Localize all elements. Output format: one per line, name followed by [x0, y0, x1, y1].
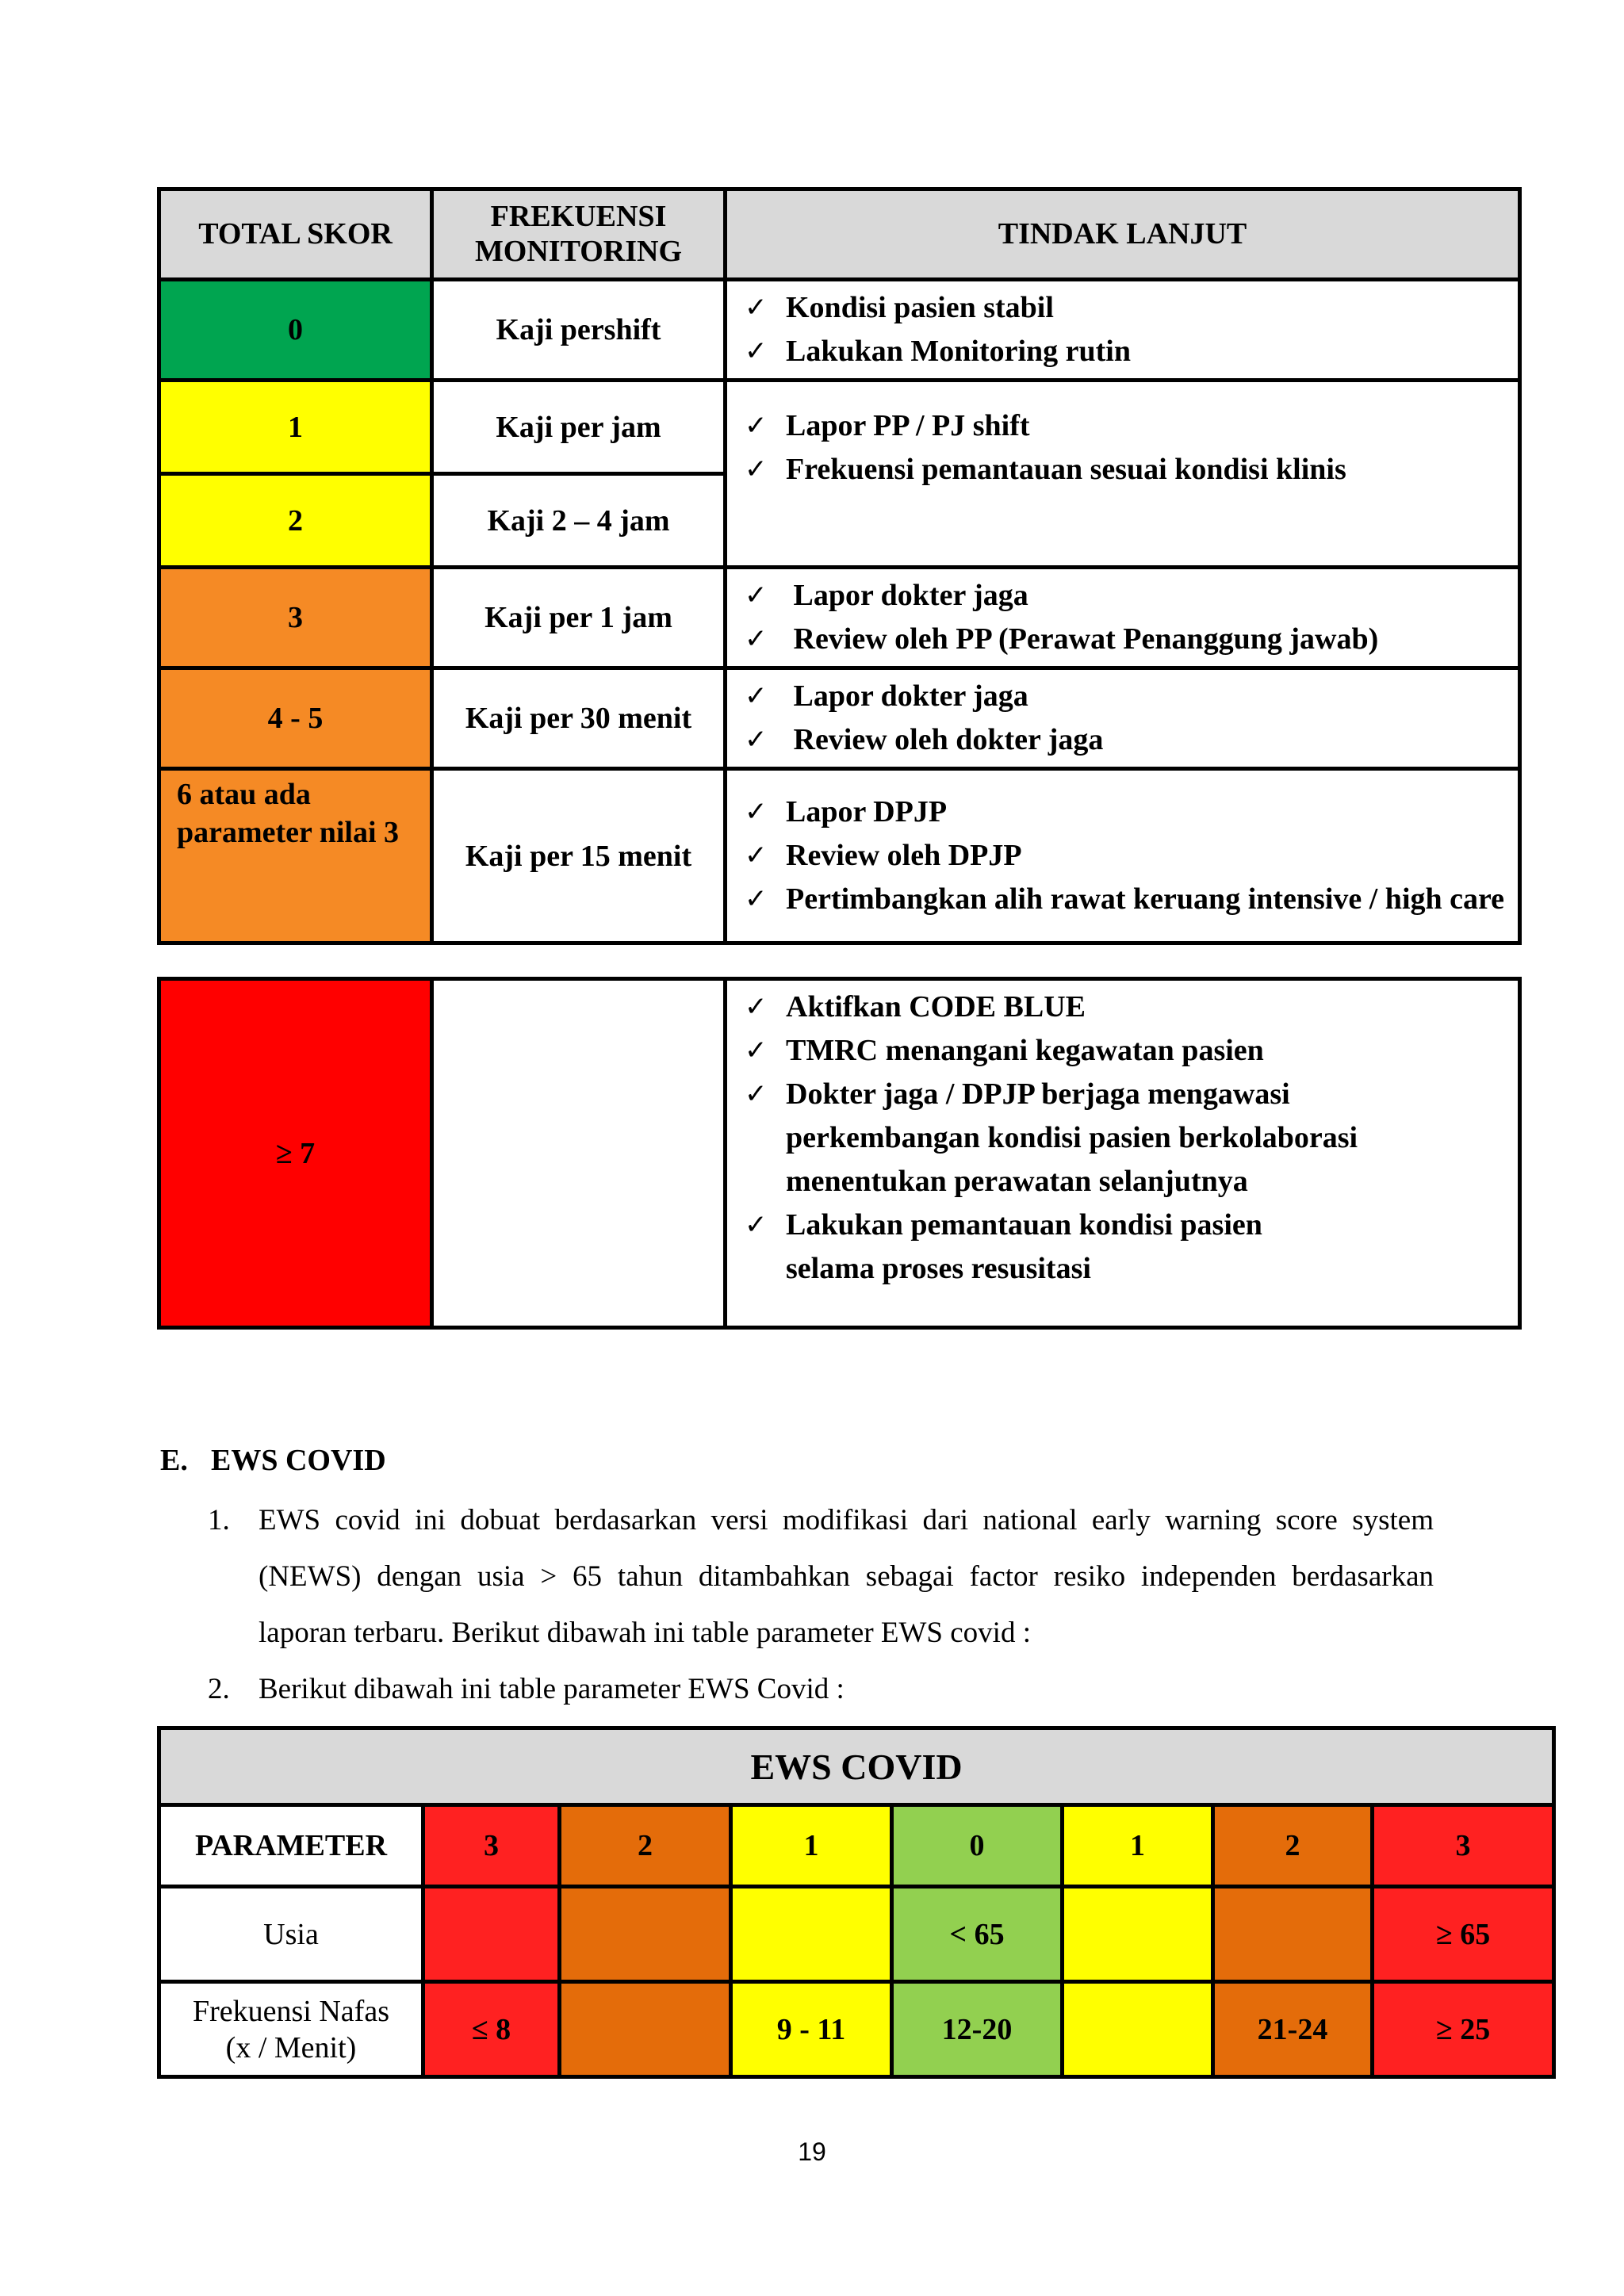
table-cell: ≥ 25 [1373, 1982, 1554, 2077]
header-frekuensi-monitoring [432, 189, 726, 280]
header-freq-line2: MONITORING [474, 234, 683, 268]
section-letter: E. [160, 1444, 188, 1477]
ews-score-table [157, 187, 1522, 945]
check-icon: ✓ [745, 1035, 768, 1066]
frequency-cell: Kaji per 30 menit [432, 668, 726, 769]
frequency-cell: Kaji per 15 menit [432, 769, 726, 943]
score-line1: 6 atau ada [177, 778, 311, 811]
table-cell: ≥ 65 [1373, 1887, 1554, 1982]
frequency-cell [432, 979, 726, 1328]
table-row [159, 568, 1520, 668]
frequency-cell: Kaji pershift [432, 280, 726, 381]
check-icon: ✓ [745, 1209, 768, 1241]
check-icon: ✓ [745, 724, 768, 756]
action-item: ✓ Dokter jaga / DPJP berjaga mengawasi perkembangan kondisi pasien berkolaborasi menentukan perawatan selanjutnya [738, 1073, 1510, 1203]
check-icon: ✓ [745, 292, 768, 323]
table-row [159, 979, 1520, 1328]
header-score: 0 [892, 1805, 1063, 1887]
score-line2: parameter nilai 3 [177, 816, 400, 849]
action-item: ✓ Lakukan Monitoring rutin [738, 330, 1510, 373]
action-cell [726, 381, 1520, 568]
header-tindak-lanjut: TINDAK LANJUT [726, 189, 1520, 280]
parameter-label [159, 1982, 423, 2077]
header-freq-line1: FREKUENSI [490, 199, 667, 233]
table-cell [423, 1887, 560, 1982]
ews-covid-table [157, 1726, 1556, 2079]
check-icon: ✓ [745, 796, 768, 828]
table-title-row [159, 1728, 1554, 1805]
table-cell: 12-20 [892, 1982, 1063, 2077]
table-row [159, 668, 1520, 769]
action-item: ✓ Lapor PP / PJ shift [738, 404, 1510, 448]
check-icon: ✓ [745, 680, 768, 712]
table-row [159, 280, 1520, 381]
header-score: 1 [1063, 1805, 1213, 1887]
frequency-cell: Kaji per 1 jam [432, 568, 726, 668]
header-score: 2 [1213, 1805, 1373, 1887]
action-item: ✓ Lapor dokter jaga [738, 574, 1510, 618]
list-number: 1. [208, 1504, 230, 1536]
page-number: 19 [798, 2137, 826, 2166]
score-cell: 3 [159, 568, 432, 668]
action-cell [726, 668, 1520, 769]
table-cell: 21-24 [1213, 1982, 1373, 2077]
parameter-label-line1: Frekuensi Nafas [193, 1994, 389, 2028]
parameter-label: Usia [159, 1887, 423, 1982]
table-row [159, 1982, 1554, 2077]
action-item: ✓ Review oleh dokter jaga [738, 718, 1510, 762]
action-item: ✓ TMRC menangani kegawatan pasien [738, 1029, 1510, 1073]
table-header-row [159, 1805, 1554, 1887]
header-score: 3 [1373, 1805, 1554, 1887]
action-item: ✓ Review oleh PP (Perawat Penanggung jawab) [738, 618, 1510, 661]
action-item: ✓ Lapor dokter jaga [738, 675, 1510, 718]
table-cell [560, 1887, 731, 1982]
action-item: ✓ Frekuensi pemantauan sesuai kondisi klinis [738, 448, 1510, 492]
check-icon: ✓ [745, 840, 768, 871]
action-item: ✓ Kondisi pasien stabil [738, 286, 1510, 330]
check-icon: ✓ [745, 335, 768, 367]
section-title: EWS COVID [211, 1444, 386, 1477]
action-item: ✓ Pertimbangkan alih rawat keruang intensive / high care [738, 878, 1510, 921]
table-row [159, 381, 1520, 474]
action-cell [726, 568, 1520, 668]
table-cell [1063, 1982, 1213, 2077]
list-item [208, 1661, 845, 1717]
table-header-row [159, 189, 1520, 280]
header-score: 3 [423, 1805, 560, 1887]
list-item [208, 1492, 1434, 1661]
score-cell: 0 [159, 280, 432, 381]
table-cell [1213, 1887, 1373, 1982]
check-icon: ✓ [745, 883, 768, 915]
frequency-cell: Kaji per jam [432, 381, 726, 474]
check-icon: ✓ [745, 453, 768, 485]
score-cell: 4 - 5 [159, 668, 432, 769]
frequency-cell: Kaji 2 – 4 jam [432, 474, 726, 568]
list-text: EWS covid ini dobuat berdasarkan versi modifikasi dari national early warning score system (NEWS) dengan usia > 65 tahun ditambahkan sebagai factor resiko independen berdasarkan laporan terbaru. Berikut dibawah ini table parameter EWS covid : [259, 1504, 1434, 1649]
check-icon: ✓ [745, 1078, 768, 1110]
check-icon: ✓ [745, 623, 768, 655]
action-item: ✓ Lakukan pemantauan kondisi pasien selama proses resusitasi [738, 1203, 1510, 1291]
action-item: ✓ Lapor DPJP [738, 790, 1510, 834]
list-text: Berikut dibawah ini table parameter EWS Covid : [259, 1673, 845, 1705]
score-cell [159, 769, 432, 943]
table-cell [1063, 1887, 1213, 1982]
table-cell: 9 - 11 [731, 1982, 892, 2077]
table-cell: < 65 [892, 1887, 1063, 1982]
check-icon: ✓ [745, 410, 768, 442]
header-score: 1 [731, 1805, 892, 1887]
action-cell [726, 280, 1520, 381]
action-item: ✓ Aktifkan CODE BLUE [738, 985, 1510, 1029]
score-cell: ≥ 7 [159, 979, 432, 1328]
list-number: 2. [208, 1673, 230, 1705]
table-row [159, 769, 1520, 943]
header-parameter: PARAMETER [159, 1805, 423, 1887]
score-cell: 2 [159, 474, 432, 568]
table-cell: ≤ 8 [423, 1982, 560, 2077]
parameter-label-line2: (x / Menit) [225, 2030, 357, 2064]
header-score: 2 [560, 1805, 731, 1887]
table-cell [731, 1887, 892, 1982]
code-blue-table [157, 977, 1522, 1330]
action-cell [726, 769, 1520, 943]
header-total-skor: TOTAL SKOR [159, 189, 432, 280]
table-cell [560, 1982, 731, 2077]
score-cell: 1 [159, 381, 432, 474]
section-heading [160, 1443, 386, 1478]
check-icon: ✓ [745, 991, 768, 1023]
table-row [159, 1887, 1554, 1982]
action-item: ✓ Review oleh DPJP [738, 834, 1510, 878]
table-title: EWS COVID [159, 1728, 1554, 1805]
check-icon: ✓ [745, 580, 768, 611]
action-cell [726, 979, 1520, 1328]
